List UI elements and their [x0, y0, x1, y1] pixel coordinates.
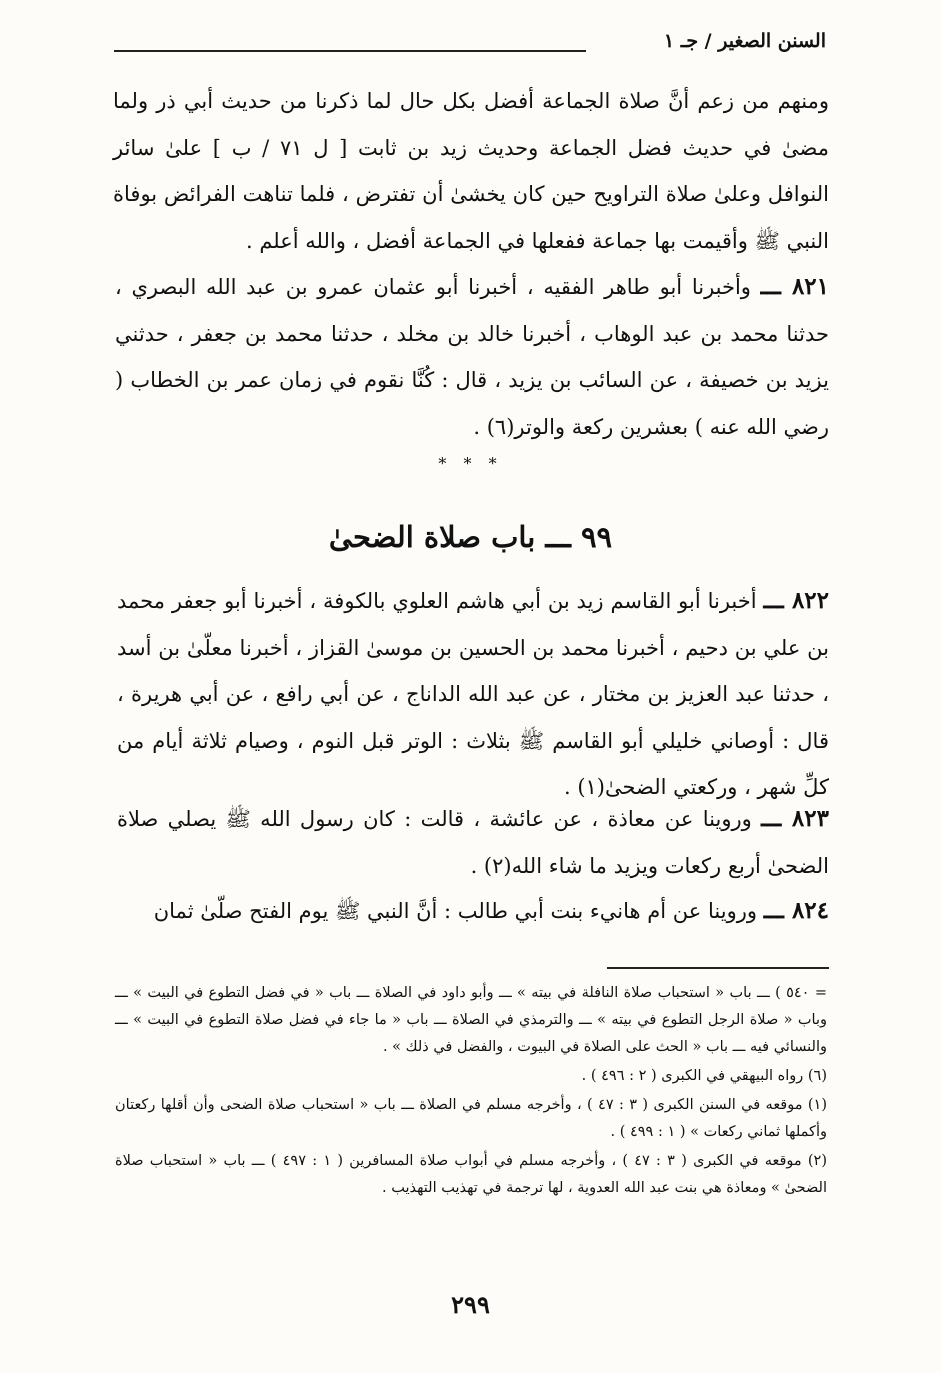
intro-paragraph: ومنهم من زعم أنَّ صلاة الجماعة أفضل بكل حال لما ذكرنا من حديث أبي ذر ولما مضىٰ في حديث فضل الجماعة وحديث زيد بن ثابت [ ل ٧١ / ب ] علىٰ سائر النوافل وعلىٰ صلاة التراويح حين كان يخشىٰ أن تفترض ، فلما تناهت الفرائض بوفاة النبي ﷺ وأقيمت بها جماعة ففعلها في الجماعة أفضل ، والله أعلم . — [113, 89, 829, 253]
hadith-824 — [117, 888, 829, 935]
footnote-continuation: = ٥٤٠ ) ـــ باب « استحباب صلاة النافلة في بيته » ـــ وأبو داود في الصلاة ـــ باب « في فضل التطوع في البيت » ـــ وباب « صلاة الرجل التطوع في بيته » ـــ والترمذي في الصلاة ـــ باب « ما جاء في فضل صلاة التطوع في البيت » ـــ والنسائي فيه ـــ باب « الحث على الصلاة في البيوت ، والفضل في ذلك » . — [115, 985, 827, 1055]
footnote-1: (١) موقعه في السنن الكبرى ( ٣ : ٤٧ ) ، وأخرجه مسلم في الصلاة ـــ باب « استحباب صلاة الضحى وأن أقلها ركعتان وأكملها ثماني ركعات » ( ١ : ٤٩٩ ) . — [115, 1097, 827, 1140]
hadith-822 — [117, 578, 829, 811]
header-rule — [114, 50, 586, 52]
hadith-text: أخبرنا أبو القاسم زيد بن أبي هاشم العلوي بالكوفة ، أخبرنا أبو جعفر محمد بن علي بن دحيم ، أخبرنا محمد بن الحسين بن موسىٰ القزاز ، أخبرنا معلّىٰ بن أسد ، حدثنا عبد العزيز بن مختار ، عن عبد الله الداناج ، عن أبي رافع ، عن أبي هريرة ، قال : أوصاني خليلي أبو القاسم ﷺ بثلاث : الوتر قبل النوم ، وصيام ثلاثة أيام من كلِّ شهر ، وركعتي الضحىٰ(١) . — [117, 589, 829, 799]
hadith-823 — [117, 796, 829, 889]
hadith-text: وروينا عن معاذة ، عن عائشة ، قالت : كان رسول الله ﷺ يصلي صلاة الضحىٰ أربع ركعات ويزيد ما شاء الله(٢) . — [117, 807, 829, 878]
chapter-heading: ٩٩ ـــ باب صلاة الضحىٰ — [328, 520, 613, 554]
hadith-text: وروينا عن أم هانيء بنت أبي طالب : أنَّ النبي ﷺ يوم الفتح صلّىٰ ثمان — [153, 899, 758, 923]
running-head — [114, 30, 826, 64]
hadith-821 — [115, 264, 829, 450]
hadith-number: ٨٢٤ ـــ — [763, 897, 829, 924]
footnote-6: (٦) رواه البيهقي في الكبرى ( ٢ : ٤٩٦ ) . — [581, 1068, 827, 1084]
section-separator: * * * — [438, 454, 503, 473]
hadith-text: وأخبرنا أبو طاهر الفقيه ، أخبرنا أبو عثمان عمرو بن عبد الله البصري ، حدثنا محمد بن عبد الوهاب ، أخبرنا خالد بن مخلد ، حدثنا محمد بن جعفر ، حدثني يزيد بن خصيفة ، عن السائب بن يزيد ، قال : كُنَّا نقوم في زمان عمر بن الخطاب ( رضي الله عنه ) بعشرين ركعة والوتر(٦) . — [115, 275, 829, 439]
hadith-number: ٨٢١ ـــ — [760, 273, 829, 300]
footnotes — [115, 980, 827, 1204]
page-number: ٢٩٩ — [451, 1290, 490, 1319]
hadith-number: ٨٢٣ ـــ — [761, 805, 829, 832]
footnote-rule — [607, 967, 829, 969]
running-head-title: السنن الصغير / جـ ١ — [663, 30, 826, 52]
footnote-2: (٢) موقعه في الكبرى ( ٣ : ٤٧ ) ، وأخرجه مسلم في أبواب صلاة المسافرين ( ١ : ٤٩٧ ) ـــ باب « استحباب صلاة الضحىٰ » ومعاذة هي بنت عبد الله العدوية ، لها ترجمة في تهذيب التهذيب . — [115, 1153, 828, 1196]
hadith-number: ٨٢٢ ـــ — [763, 587, 829, 614]
